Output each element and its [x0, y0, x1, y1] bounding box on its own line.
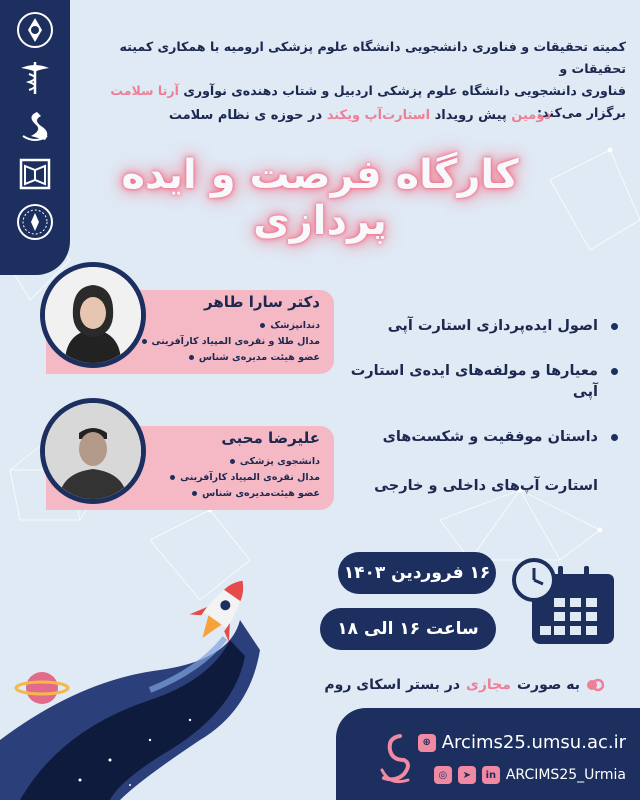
event-subtitle	[160, 108, 560, 123]
logo-strip	[0, 0, 70, 275]
intro-line-2-pre: فناوری دانشجویی دانشگاه علوم پزشکی اردبیل و شتاب دهنده‌ی نوآوری	[183, 83, 626, 98]
bullet-icon	[611, 434, 618, 441]
speaker-name-2: علیرضا محبی	[221, 429, 320, 447]
online-platform-note	[324, 676, 604, 694]
topic-text-3: داستان موفقیت و شکست‌های	[382, 429, 598, 445]
planet-illustration	[16, 672, 68, 704]
emblem-logo	[15, 10, 55, 50]
online-pre: به صورت	[516, 677, 580, 693]
speaker-1-detail-3: عضو هیئت مدیره‌ی شناس	[142, 350, 321, 366]
subtitle-part-2: پیش رویداد	[434, 108, 507, 123]
calendar-clock-icon	[510, 556, 618, 648]
event-date: ۱۶ فروردین ۱۴۰۳	[338, 552, 496, 594]
instagram-icon[interactable]: ◎	[434, 766, 452, 784]
speaker-photo-2	[40, 398, 146, 504]
topic-text-2: معیارها و مولفه‌های ایده‌ی استارت آپی	[350, 363, 598, 400]
topic-item	[328, 361, 598, 403]
speaker-details-2	[170, 454, 320, 502]
speaker-card-1	[46, 290, 334, 374]
footer-bar	[336, 708, 640, 800]
intro-highlight: آرتا سلامت	[110, 83, 179, 98]
speaker-details-1	[142, 318, 321, 366]
linkedin-icon[interactable]: in	[482, 766, 500, 784]
bullet-icon	[611, 323, 618, 330]
speaker-card-2	[46, 426, 334, 510]
social-handle[interactable]: ARCIMS25_Urmia	[505, 767, 626, 783]
topic-item	[328, 427, 598, 497]
subtitle-part-3: استارت‌آپ ویکند	[326, 108, 431, 123]
event-time: ساعت ۱۶ الی ۱۸	[320, 608, 496, 650]
topic-text-1: اصول ایده‌پردازی استارت آپی	[387, 318, 598, 334]
page-title: کارگاه فرصت و ایده پردازی	[121, 152, 519, 244]
speaker-1-detail-2: مدال طلا و نقره‌ی المپیاد کارآفرینی	[142, 334, 321, 350]
swan-logo	[374, 730, 418, 788]
rocket-illustration	[0, 560, 340, 800]
speaker-2-detail-3: عضو هیئت‌مدیره‌ی شناس	[170, 486, 320, 502]
book-logo	[15, 154, 55, 194]
caduceus-logo	[15, 58, 55, 98]
subtitle-part-4: در حوزه ی نظام سلامت	[168, 108, 323, 123]
speaker-2-detail-2: مدال نقره‌ی المپیاد کارآفرینی	[170, 470, 320, 486]
topic-item	[328, 316, 598, 337]
swan-logo	[15, 106, 55, 146]
intro-line-1: کمیته تحقیقات و فناوری دانشجویی دانشگاه علوم پزشکی ارومیه با همکاری کمیته تحقیقات و	[119, 39, 626, 76]
website-row	[418, 732, 626, 753]
website-link[interactable]: Arcims25.umsu.ac.ir	[441, 732, 626, 753]
telegram-icon[interactable]: ➤	[458, 766, 476, 784]
skyroom-icon	[586, 676, 604, 694]
speaker-photo-1	[40, 262, 146, 368]
speaker-name-1: دکتر سارا طاهر	[204, 293, 320, 311]
topic-text-3-cont: استارت آپ‌های داخلی و خارجی	[374, 478, 598, 494]
online-post: در بستر اسکای روم	[324, 677, 461, 693]
bullet-icon	[611, 368, 618, 375]
intro-line-2-post: برگزار می‌کند:	[537, 105, 626, 120]
online-highlight: مجازی	[466, 677, 511, 693]
speaker-2-detail-1: دانشجوی پزشکی	[170, 454, 320, 470]
subtitle-part-1: دومین	[511, 108, 552, 123]
university-seal-logo	[15, 202, 55, 242]
globe-icon: ⊕	[418, 734, 436, 752]
social-row	[434, 766, 626, 784]
topics-list	[328, 316, 598, 521]
speaker-1-detail-1: دندانپزشک	[142, 318, 321, 334]
